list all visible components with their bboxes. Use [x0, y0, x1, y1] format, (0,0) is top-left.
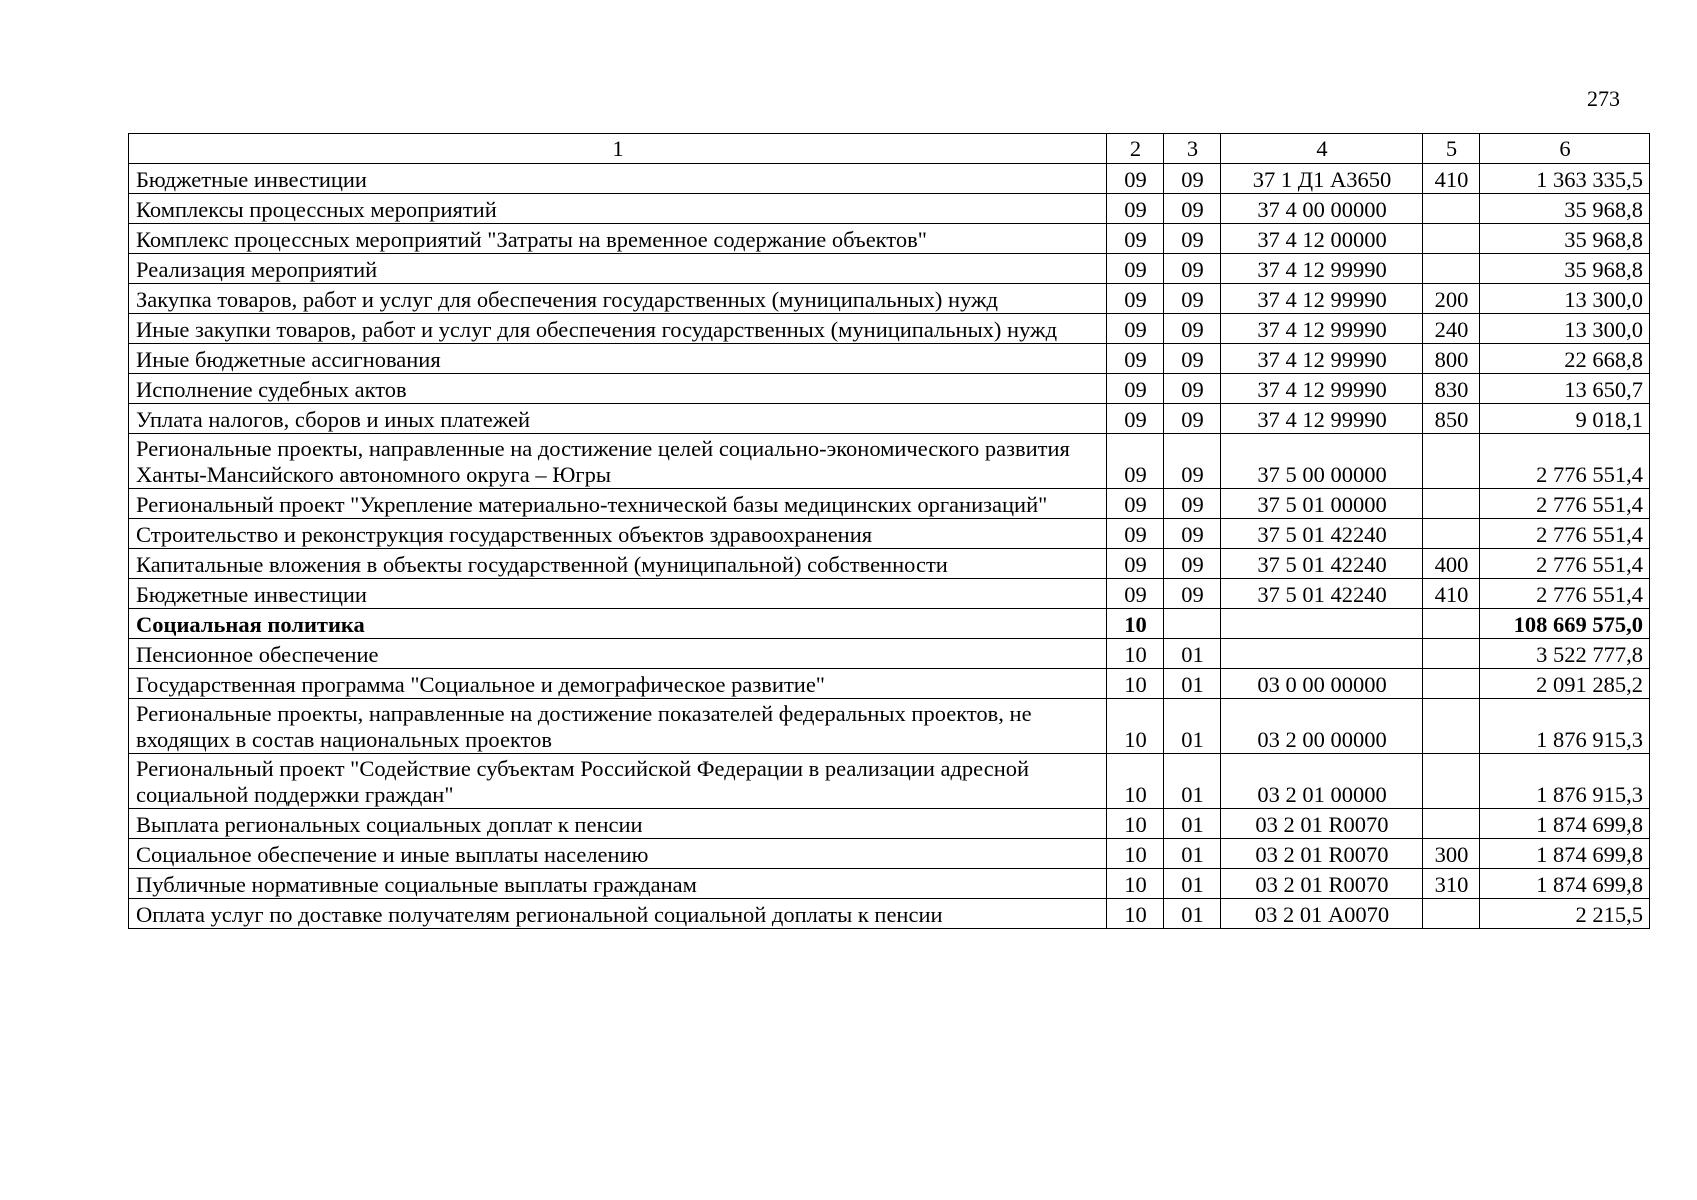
item-name: Иные бюджетные ассигнования [129, 344, 1107, 374]
table-row [129, 194, 1650, 224]
header-col-1: 1 [129, 134, 1107, 164]
item-name: Бюджетные инвестиции [129, 579, 1107, 609]
amount: 35 968,8 [1480, 224, 1650, 254]
amount: 35 968,8 [1480, 254, 1650, 284]
amount: 35 968,8 [1480, 194, 1650, 224]
item-name: Бюджетные инвестиции [129, 164, 1107, 194]
header-col-3: 3 [1164, 134, 1221, 164]
target-article-code: 37 5 01 42240 [1221, 579, 1423, 609]
item-name: Социальное обеспечение и иные выплаты населению [129, 839, 1107, 869]
table-row [129, 699, 1650, 754]
table-row [129, 639, 1650, 669]
subsection-code: 09 [1164, 254, 1221, 284]
target-article-code: 37 4 12 99990 [1221, 404, 1423, 434]
amount: 1 876 915,3 [1480, 699, 1650, 754]
subsection-code: 09 [1164, 284, 1221, 314]
section-code: 10 [1107, 839, 1164, 869]
section-code: 10 [1107, 639, 1164, 669]
table-row [129, 404, 1650, 434]
subsection-code: 09 [1164, 519, 1221, 549]
section-code: 10 [1107, 609, 1164, 639]
item-name: Пенсионное обеспечение [129, 639, 1107, 669]
section-code: 09 [1107, 404, 1164, 434]
amount: 1 363 335,5 [1480, 164, 1650, 194]
subsection-code: 01 [1164, 639, 1221, 669]
table-row [129, 374, 1650, 404]
table-row [129, 489, 1650, 519]
expense-type-code: 200 [1423, 284, 1480, 314]
item-name: Строительство и реконструкция государственных объектов здравоохранения [129, 519, 1107, 549]
target-article-code: 37 4 12 99990 [1221, 344, 1423, 374]
subsection-code: 09 [1164, 194, 1221, 224]
table-row [129, 284, 1650, 314]
table-row [129, 754, 1650, 809]
expense-type-code [1423, 254, 1480, 284]
expense-type-code: 240 [1423, 314, 1480, 344]
subsection-code: 09 [1164, 489, 1221, 519]
amount: 1 874 699,8 [1480, 809, 1650, 839]
table-row [129, 224, 1650, 254]
item-name: Закупка товаров, работ и услуг для обеспечения государственных (муниципальных) нужд [129, 284, 1107, 314]
section-code: 10 [1107, 869, 1164, 899]
target-article-code: 37 4 00 00000 [1221, 194, 1423, 224]
section-code: 09 [1107, 314, 1164, 344]
table-row [129, 164, 1650, 194]
expense-type-code: 800 [1423, 344, 1480, 374]
section-code: 10 [1107, 754, 1164, 809]
amount: 2 091 285,2 [1480, 669, 1650, 699]
section-code: 09 [1107, 434, 1164, 489]
item-name: Публичные нормативные социальные выплаты гражданам [129, 869, 1107, 899]
budget-table [128, 133, 1650, 929]
expense-type-code [1423, 754, 1480, 809]
expense-type-code [1423, 434, 1480, 489]
section-code: 10 [1107, 809, 1164, 839]
item-name: Региональный проект "Укрепление материально-технической базы медицинских организаций" [129, 489, 1107, 519]
target-article-code: 37 5 01 42240 [1221, 519, 1423, 549]
expense-type-code [1423, 489, 1480, 519]
subsection-code: 09 [1164, 579, 1221, 609]
target-article-code: 03 2 01 R0070 [1221, 839, 1423, 869]
target-article-code: 03 0 00 00000 [1221, 669, 1423, 699]
expense-type-code: 300 [1423, 839, 1480, 869]
amount: 2 776 551,4 [1480, 549, 1650, 579]
target-article-code: 37 4 12 99990 [1221, 284, 1423, 314]
table-row [129, 434, 1650, 489]
amount: 1 876 915,3 [1480, 754, 1650, 809]
table-row [129, 609, 1650, 639]
table-row [129, 809, 1650, 839]
header-col-2: 2 [1107, 134, 1164, 164]
subsection-code: 01 [1164, 899, 1221, 929]
expense-type-code [1423, 809, 1480, 839]
table-row [129, 549, 1650, 579]
table-body [129, 164, 1650, 929]
subsection-code: 01 [1164, 839, 1221, 869]
table-header [129, 134, 1650, 164]
expense-type-code [1423, 669, 1480, 699]
section-code: 10 [1107, 899, 1164, 929]
expense-type-code [1423, 519, 1480, 549]
item-name: Региональный проект "Содействие субъектам Российской Федерации в реализации адресной социальной поддержки граждан" [129, 754, 1107, 809]
target-article-code: 03 2 01 00000 [1221, 754, 1423, 809]
target-article-code: 03 2 01 А0070 [1221, 899, 1423, 929]
subsection-code: 09 [1164, 314, 1221, 344]
item-name: Выплата региональных социальных доплат к пенсии [129, 809, 1107, 839]
section-code: 09 [1107, 489, 1164, 519]
item-name: Исполнение судебных актов [129, 374, 1107, 404]
target-article-code [1221, 639, 1423, 669]
amount: 2 776 551,4 [1480, 519, 1650, 549]
expense-type-code [1423, 194, 1480, 224]
amount: 13 300,0 [1480, 284, 1650, 314]
expense-type-code [1423, 899, 1480, 929]
table-row [129, 869, 1650, 899]
amount: 108 669 575,0 [1480, 609, 1650, 639]
amount: 1 874 699,8 [1480, 839, 1650, 869]
subsection-code: 09 [1164, 224, 1221, 254]
table-row [129, 254, 1650, 284]
section-code: 10 [1107, 699, 1164, 754]
section-code: 09 [1107, 344, 1164, 374]
item-name: Уплата налогов, сборов и иных платежей [129, 404, 1107, 434]
table-row [129, 344, 1650, 374]
expense-type-code: 400 [1423, 549, 1480, 579]
subsection-code: 01 [1164, 809, 1221, 839]
subsection-code: 09 [1164, 344, 1221, 374]
page-number: 273 [1587, 86, 1620, 111]
section-code: 09 [1107, 549, 1164, 579]
expense-type-code: 850 [1423, 404, 1480, 434]
amount: 2 776 551,4 [1480, 579, 1650, 609]
subsection-code: 09 [1164, 374, 1221, 404]
item-name: Социальная политика [129, 609, 1107, 639]
expense-type-code [1423, 609, 1480, 639]
target-article-code: 37 5 01 00000 [1221, 489, 1423, 519]
section-code: 09 [1107, 224, 1164, 254]
amount: 13 650,7 [1480, 374, 1650, 404]
header-col-5: 5 [1423, 134, 1480, 164]
amount: 13 300,0 [1480, 314, 1650, 344]
amount: 2 776 551,4 [1480, 434, 1650, 489]
subsection-code: 09 [1164, 164, 1221, 194]
target-article-code: 37 5 00 00000 [1221, 434, 1423, 489]
target-article-code: 37 4 12 00000 [1221, 224, 1423, 254]
item-name: Реализация мероприятий [129, 254, 1107, 284]
section-code: 09 [1107, 164, 1164, 194]
section-code: 10 [1107, 669, 1164, 699]
section-code: 09 [1107, 374, 1164, 404]
target-article-code: 37 4 12 99990 [1221, 374, 1423, 404]
section-code: 09 [1107, 254, 1164, 284]
expense-type-code: 410 [1423, 164, 1480, 194]
expense-type-code [1423, 699, 1480, 754]
table-row [129, 839, 1650, 869]
table-row [129, 669, 1650, 699]
subsection-code [1164, 609, 1221, 639]
target-article-code: 37 4 12 99990 [1221, 254, 1423, 284]
amount: 2 776 551,4 [1480, 489, 1650, 519]
expense-type-code: 830 [1423, 374, 1480, 404]
amount: 9 018,1 [1480, 404, 1650, 434]
amount: 1 874 699,8 [1480, 869, 1650, 899]
target-article-code: 37 5 01 42240 [1221, 549, 1423, 579]
expense-type-code: 410 [1423, 579, 1480, 609]
amount: 22 668,8 [1480, 344, 1650, 374]
subsection-code: 01 [1164, 754, 1221, 809]
subsection-code: 09 [1164, 404, 1221, 434]
subsection-code: 01 [1164, 699, 1221, 754]
section-code: 09 [1107, 194, 1164, 224]
expense-type-code: 310 [1423, 869, 1480, 899]
table-row [129, 314, 1650, 344]
header-col-6: 6 [1480, 134, 1650, 164]
item-name: Комплекс процессных мероприятий "Затраты на временное содержание объектов" [129, 224, 1107, 254]
item-name: Комплексы процессных мероприятий [129, 194, 1107, 224]
header-row [129, 134, 1650, 164]
table-row [129, 899, 1650, 929]
expense-type-code [1423, 224, 1480, 254]
subsection-code: 01 [1164, 669, 1221, 699]
section-code: 09 [1107, 519, 1164, 549]
expense-type-code [1423, 639, 1480, 669]
table-row [129, 579, 1650, 609]
item-name: Оплата услуг по доставке получателям региональной социальной доплаты к пенсии [129, 899, 1107, 929]
item-name: Государственная программа "Социальное и демографическое развитие" [129, 669, 1107, 699]
section-code: 09 [1107, 284, 1164, 314]
target-article-code: 03 2 01 R0070 [1221, 869, 1423, 899]
target-article-code: 03 2 01 R0070 [1221, 809, 1423, 839]
target-article-code: 37 4 12 99990 [1221, 314, 1423, 344]
subsection-code: 09 [1164, 549, 1221, 579]
item-name: Региональные проекты, направленные на достижение показателей федеральных проектов, не входящих в состав национальных проектов [129, 699, 1107, 754]
amount: 3 522 777,8 [1480, 639, 1650, 669]
table-row [129, 519, 1650, 549]
item-name: Капитальные вложения в объекты государственной (муниципальной) собственности [129, 549, 1107, 579]
target-article-code: 03 2 00 00000 [1221, 699, 1423, 754]
section-code: 09 [1107, 579, 1164, 609]
subsection-code: 01 [1164, 869, 1221, 899]
amount: 2 215,5 [1480, 899, 1650, 929]
target-article-code: 37 1 Д1 А3650 [1221, 164, 1423, 194]
subsection-code: 09 [1164, 434, 1221, 489]
item-name: Иные закупки товаров, работ и услуг для обеспечения государственных (муниципальных) нужд [129, 314, 1107, 344]
header-col-4: 4 [1221, 134, 1423, 164]
target-article-code [1221, 609, 1423, 639]
item-name: Региональные проекты, направленные на достижение целей социально-экономического развития Ханты-Мансийского автономного округа – Югры [129, 434, 1107, 489]
